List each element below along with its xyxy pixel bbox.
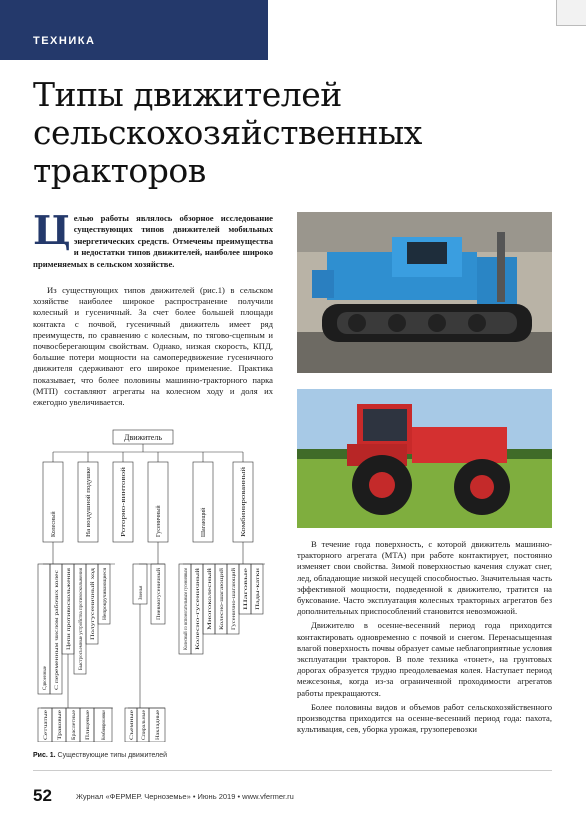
diagram-track-grandchild: Съемные <box>130 720 135 740</box>
page-corner <box>556 0 586 26</box>
diagram-wheel-child: Быстросъемные устройства противоскольжения <box>79 567 84 670</box>
diagram-wheel-grandchild: Траковые <box>58 719 63 740</box>
diagram-wheel-grandchild: Браслетные <box>72 715 77 740</box>
article-title: Типы движителей сельскохозяйственных тракторов <box>33 75 422 190</box>
section-label: ТЕХНИКА <box>33 35 96 47</box>
diagram-combo-child: Многоколесный <box>208 595 213 630</box>
propulsion-types-diagram <box>33 422 273 742</box>
body-paragraph-3: Движителю в осенне-весенний период года приходится контактировать одновременно с почвой и снегом. Перенасыщенная влагой поверхность почвы образует самые неблагоприятные условия эксплуатации тракторов. В поле техника «тонет», на грунтовых дорогах образуется трудно преодолеваемая колея. Наступает период межсезонья, когда из-за ограниченной проходимости агрегатов работы прекращаются. <box>297 620 552 698</box>
diagram-combo-child: Колесно-гусеничный <box>196 604 201 650</box>
diagram-wheel-grandchild: Комбинированные <box>102 700 107 740</box>
figure-caption <box>33 752 273 759</box>
diagram-level1-label: На воздушной подушке <box>86 476 92 537</box>
diagram-wheel-child: Непрокручивающиеся <box>103 572 108 620</box>
diagram-level1-label: Комбинированный <box>241 488 247 537</box>
diagram-track-child: Звенья <box>139 585 144 600</box>
diagram-combo-child: Колесный со вспомогательным гусеничным <box>184 556 189 650</box>
diagram-combo-child: Гусенично-шагающий <box>232 582 237 630</box>
tracked-tractor-photo <box>297 212 552 373</box>
footer-journal-info: Журнал «ФЕРМЕР. Черноземье» • Июнь 2019 • www.vfermer.ru <box>76 792 294 801</box>
body-paragraph-4: Более половины видов и объемов работ сельскохозяйственного производства приходится на осенне-весенний период года: пахота, культивация, сев, уборка урожая, грузоперевозки <box>297 701 552 735</box>
drop-cap: Ц <box>33 208 71 254</box>
diagram-level1-label: Колесный <box>51 511 57 537</box>
lead-text: елью работы являлось обзорное исследование существующих типов движителей мобильных энергетических средств. Отмечены преимущества и недостатки типов движителей, наиболее широко применяемых в сельском хозяйстве. <box>33 213 273 269</box>
diagram-wheel-child: Цепи противоскольжения <box>67 595 72 650</box>
diagram-level1-label: Гусеничный <box>156 505 162 537</box>
body-paragraph-1: Из существующих типов движителей (рис.1) в сельском хозяйстве наиболее широкое распространение получили колесный и гусеничный. За счет более большей площади контакта с почвой, гусеничный движитель имеет ряд преимуществ, по сравнению с колесным, по тягово-сцепным и почвосберегающим свойствам. Однако, низкая скорость, КПД, большие потери мощности на самопередвижение гусеничного движителя сдерживают его широкое применение. Практика показывает, что более половины машинно-тракторного парка (МТП) составляют агрегаты на колесном ходу и доля их ежегодно увеличивается. <box>33 285 273 408</box>
header-band <box>0 0 268 60</box>
footer-divider <box>33 770 552 771</box>
diagram-combo-child: Пады-катки <box>256 584 261 610</box>
caption-label: Рис. 1. <box>33 752 56 759</box>
diagram-combo-child: Шаговые <box>244 590 249 610</box>
article-lead <box>33 208 273 270</box>
diagram-track-grandchild: Накладные <box>156 716 161 740</box>
right-column-text <box>297 539 552 738</box>
diagram-combo-child: Колесно-шагающий <box>220 587 225 630</box>
diagram-wheel-grandchild: Плицевые <box>86 718 91 740</box>
diagram-level1-label: Роторно-винтовой <box>121 490 127 537</box>
body-paragraph-2: В течение года поверхность, с которой движитель машинно-тракторного агрегата (МТА) при работе контактирует, постоянно изменяет свои свойства. Зимой поверхностью качения служат снег, лед, обладающие низкой несущей способностью. Значительная часть эффективной мощности, подведенной к движителю, тратится на буксование. Часто эксплуатация колесных тракторных агрегатов без дополнительных приспособлений становится невозможной. <box>297 539 552 617</box>
wheeled-tractor-photo <box>297 389 552 528</box>
diagram-root-label: Движитель <box>123 433 163 442</box>
diagram-wheel-child: Полугусеничный ход <box>91 594 96 640</box>
diagram-track-grandchild: Спиральные <box>142 713 147 740</box>
diagram-wheel-child: Сдвоенные <box>43 666 48 690</box>
diagram-level1-label: Шагающий <box>201 507 207 537</box>
diagram-wheel-grandchild: Сетчатые <box>44 719 49 740</box>
page-number: 52 <box>33 786 52 805</box>
diagram-track-child: Пневмогусеничный <box>157 577 162 620</box>
diagram-wheel-child: С переменным числом рабочих колес <box>55 610 60 690</box>
caption-text: Существующие типы движителей <box>57 752 168 759</box>
